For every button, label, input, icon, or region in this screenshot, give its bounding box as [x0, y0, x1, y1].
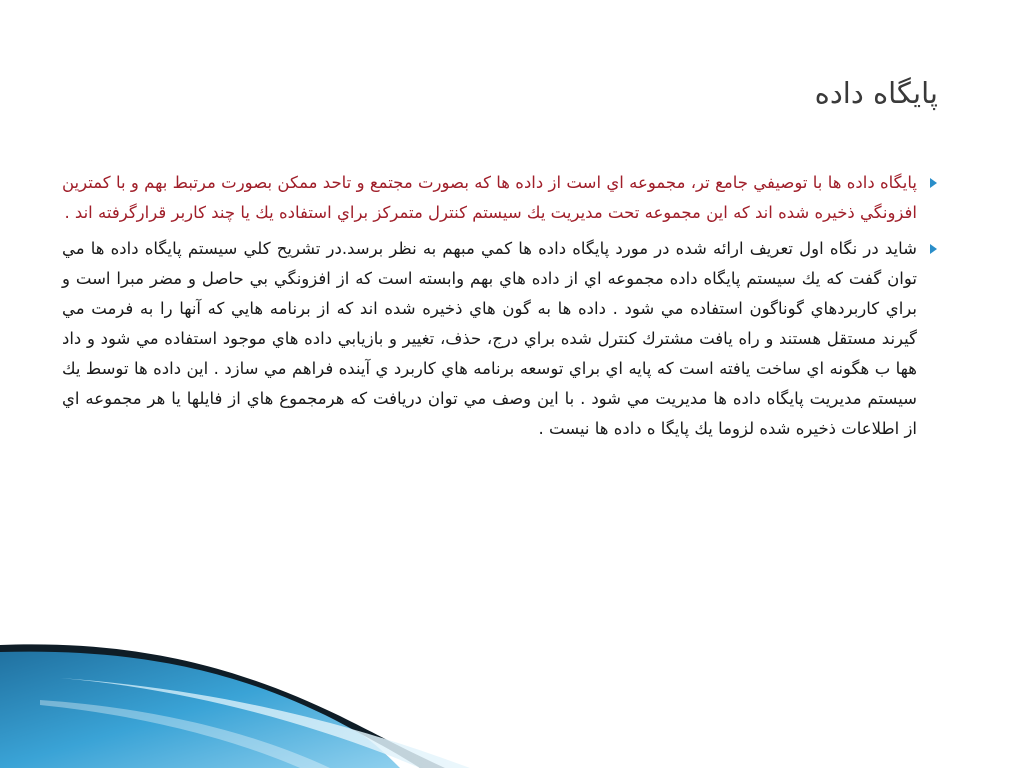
bullet-text: شايد در نگاه اول تعريف ارائه شده در مورد پايگاه داده ها كمي مبهم به نظر برسد.در تشريح كلي سيستم پايگاه داده ها مي توان گفت كه يك سيستم پايگاه داده مجموعه اي از داده هاي بهم وابسته است كه از افزونگي بي حاصل و مضر مبرا است و براي كاربردهاي گوناگون استفاده مي شود . داده ها به گون هاي ذخيره شده اند كه از برنامه هايي كه آنها را به فرمت مي گيرند مستقل هستند و راه يافت مشترك كنترل شده براي درج، حذف، تغيير و بازيابي داده هاي موجود استفاده مي شود و داد هها ب هگونه اي ساخت يافته است كه پايه اي براي توسعه برنامه هاي كاربرد ي آينده فراهم مي سازد . اين داده ها توسط يك سيستم مديريت پايگاه داده ها مديريت مي شود . با اين وصف مي توان دريافت كه هرمجموع هاي از فايلها يا هر مجموعه اي از اطلاعات ذخيره شده لزوما يك پايگا ه داده ها نيست .: [62, 239, 917, 438]
bullet-text: پايگاه داده ها با توصيفي جامع تر، مجموعه اي است از داده ها كه بصورت مجتمع و تاحد ممكن بصورت مرتبط بهم و با كمترين افزونگي ذخيره شده اند كه اين مجموعه تحت مديريت يك سيستم كنترل متمركز براي استفاده يك يا چند كاربر قرارگرفته اند .: [62, 173, 917, 222]
wave-dark-line: [0, 644, 445, 768]
bullet-arrow-icon: [930, 178, 937, 188]
wave-blue-band: [0, 646, 400, 768]
wave-light-band: [60, 678, 470, 768]
bullet-item: [62, 168, 937, 228]
bullet-list: [62, 168, 937, 450]
bullet-arrow-icon: [930, 244, 937, 254]
wave-white-streak: [40, 700, 330, 768]
bullet-item: [62, 234, 937, 444]
slide-title: پايگاه داده: [814, 76, 938, 110]
